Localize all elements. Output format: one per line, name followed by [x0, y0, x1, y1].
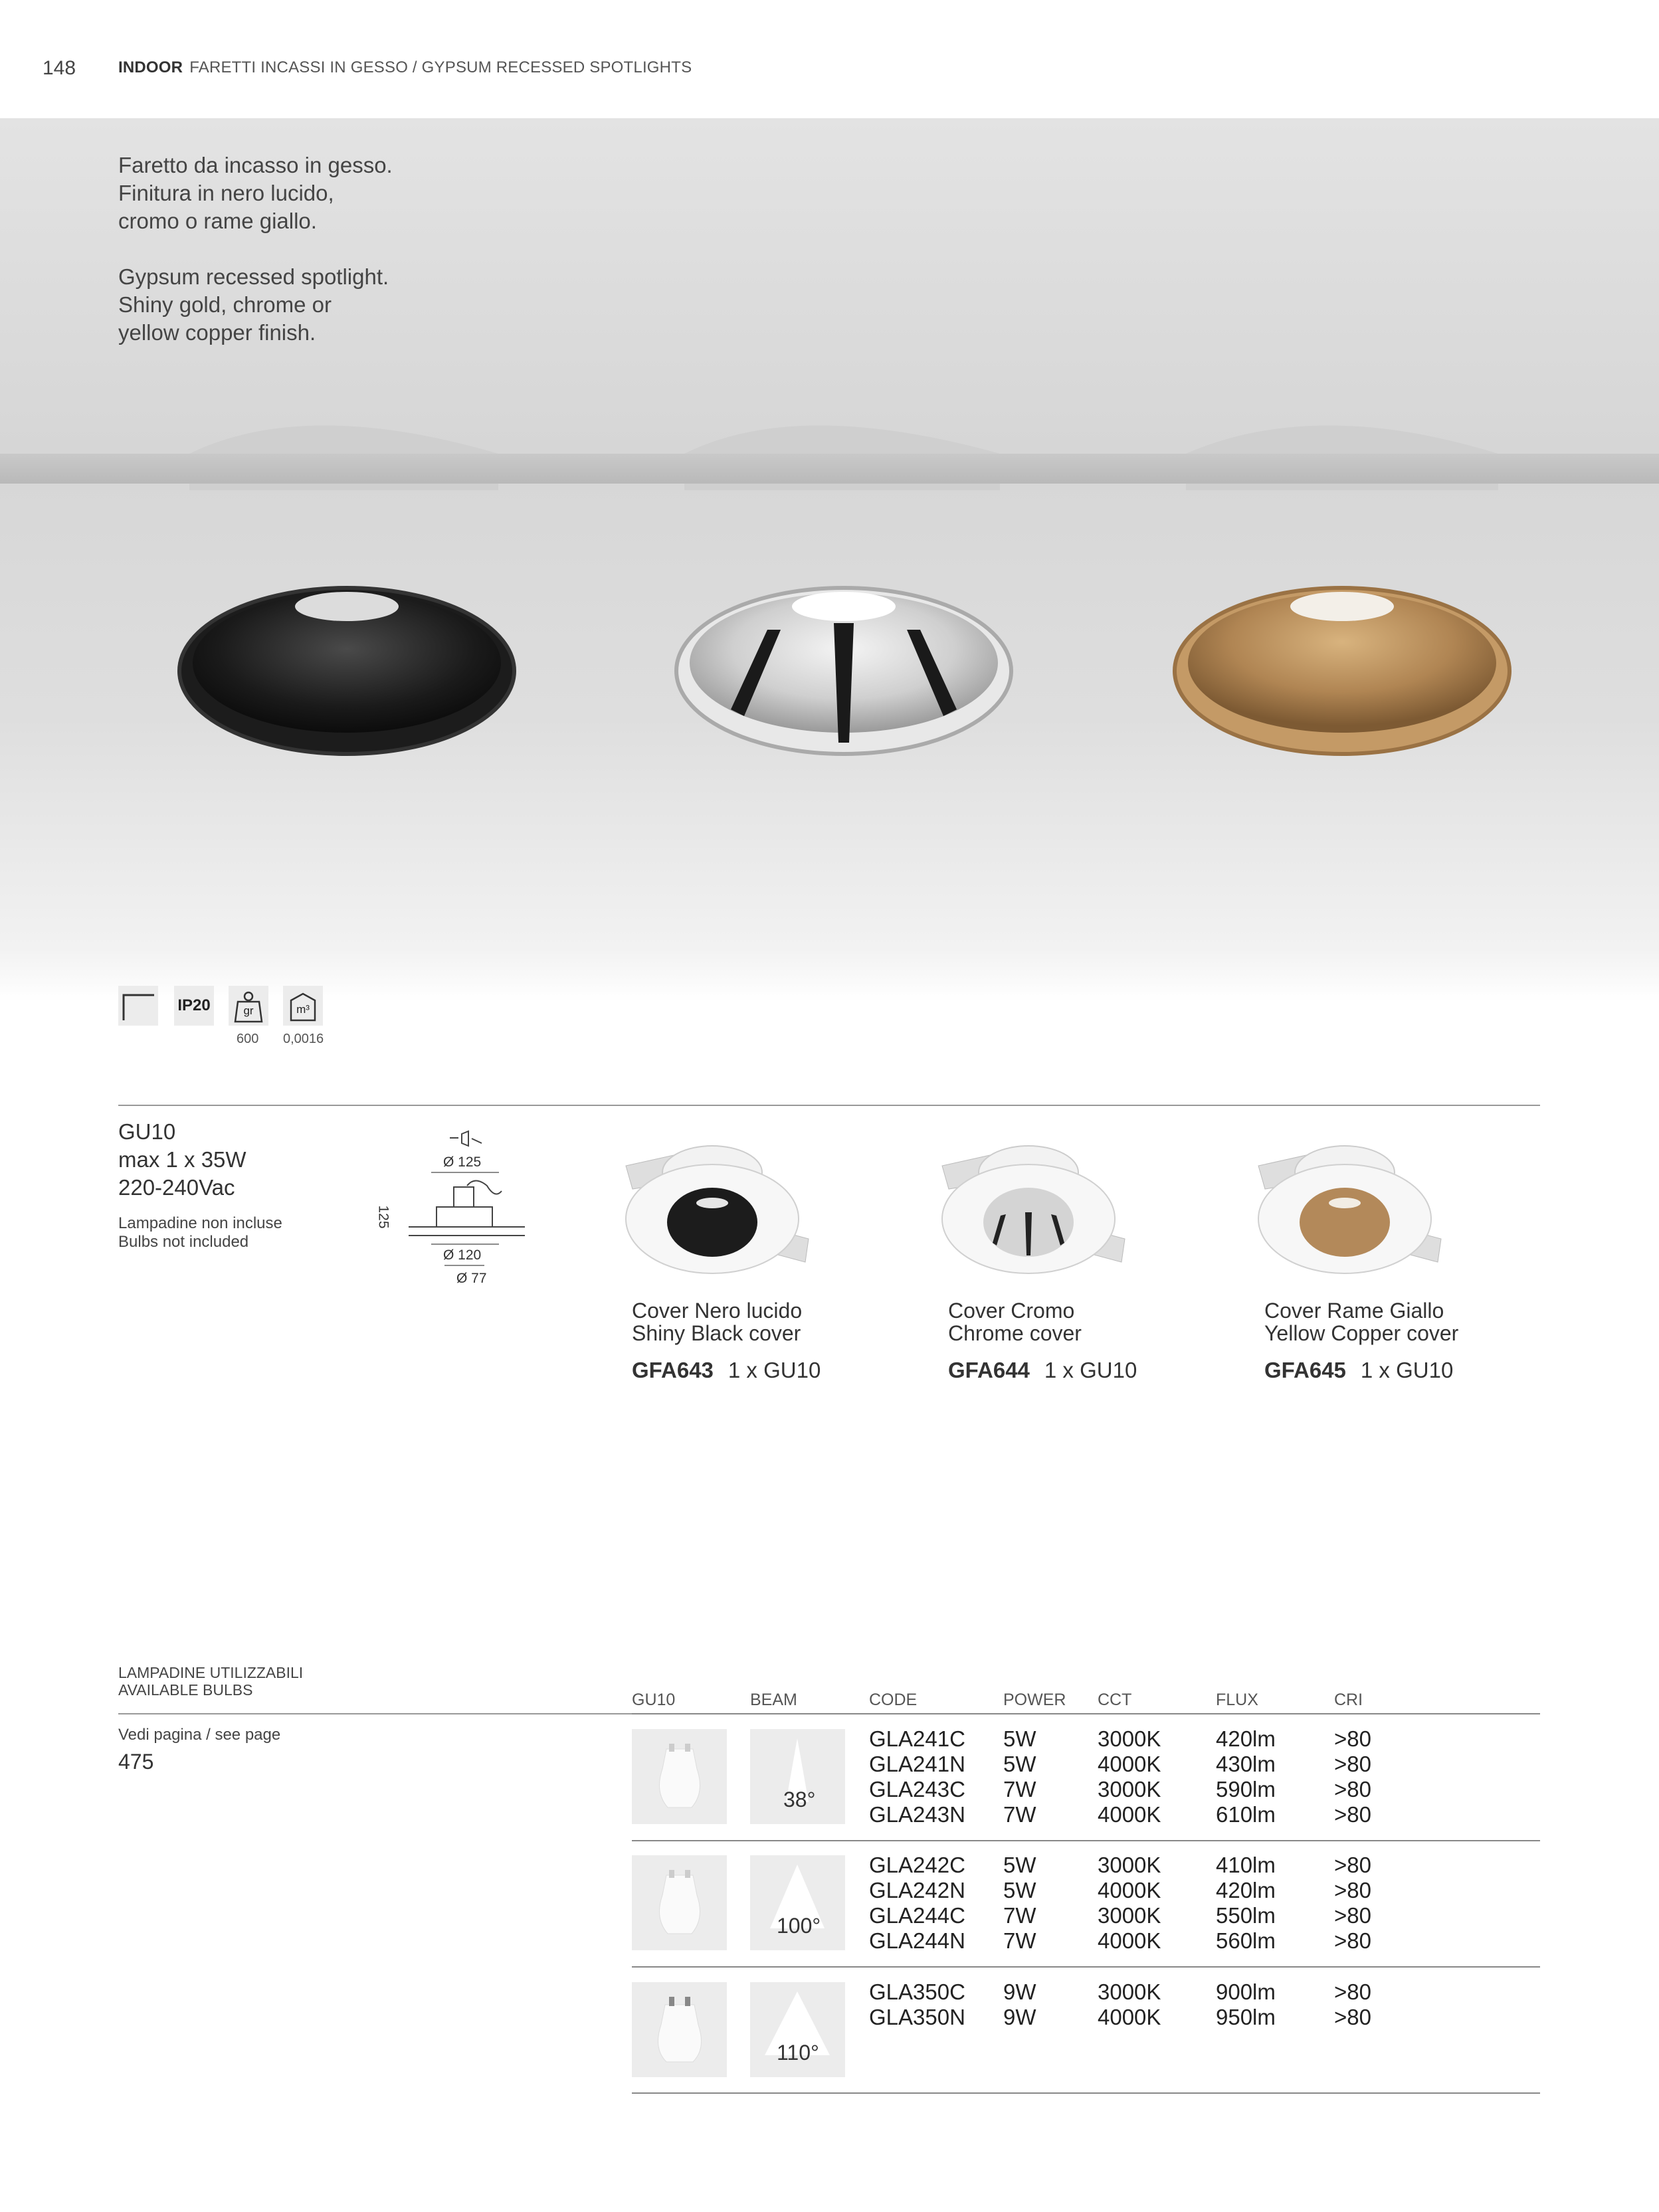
- bulb-cri: >80: [1334, 1853, 1371, 1877]
- variant-name-en: Chrome cover: [948, 1321, 1082, 1345]
- variant-lamp: 1 x GU10: [1044, 1358, 1137, 1382]
- bulb-cct: 3000K: [1098, 1777, 1161, 1801]
- variant-photo-chrome: [922, 1126, 1135, 1285]
- bulb-flux: 590lm: [1216, 1777, 1276, 1801]
- recessed-mount-icon: [118, 986, 158, 1026]
- variant-code: GFA643: [632, 1358, 714, 1382]
- variant-name-en: Shiny Black cover: [632, 1321, 801, 1345]
- bulb-power: 7W: [1003, 1802, 1036, 1827]
- bulb-code: GLA244N: [869, 1928, 965, 1953]
- cri-column: [1334, 1726, 1371, 1827]
- group-divider: [632, 1966, 1540, 1968]
- spec-socket: GU10: [118, 1119, 176, 1144]
- bulb-cct: 3000K: [1098, 1726, 1161, 1751]
- variant-code: GFA644: [948, 1358, 1030, 1382]
- volume-icon-label: m³: [296, 1003, 310, 1016]
- bulb-cri: >80: [1334, 2005, 1371, 2029]
- bulb-code: GLA243C: [869, 1777, 965, 1801]
- bulb-cct: 4000K: [1098, 1802, 1161, 1827]
- bulb-cct: 3000K: [1098, 1980, 1161, 2004]
- flux-column: [1216, 1726, 1276, 1827]
- bulb-code: GLA242N: [869, 1878, 965, 1902]
- cct-column: [1098, 1726, 1161, 1827]
- header-section: INDOOR: [118, 58, 183, 76]
- bulb-cct: 4000K: [1098, 2005, 1161, 2029]
- variant-name-it: Cover Nero lucido: [632, 1299, 803, 1323]
- intro-en-line: yellow copper finish.: [118, 320, 316, 345]
- bulb-note: [118, 1214, 282, 1251]
- dim-top: Ø 125: [443, 1154, 482, 1170]
- volume-icon: [283, 986, 323, 1026]
- col-header-power: POWER: [1003, 1691, 1066, 1709]
- intro-it-line: Faretto da incasso in gesso.: [118, 153, 393, 177]
- bulb-power: 5W: [1003, 1752, 1036, 1776]
- bulb-code: GLA241N: [869, 1752, 965, 1776]
- bulb-cct: 3000K: [1098, 1903, 1161, 1928]
- cri-column: [1334, 1980, 1371, 2030]
- variant-chrome: [948, 1299, 1137, 1383]
- intro-it-line: Finitura in nero lucido,: [118, 181, 334, 205]
- bulb-thumbnail: [632, 1982, 727, 2077]
- col-header-cct: CCT: [1098, 1691, 1132, 1709]
- bulb-cct: 3000K: [1098, 1853, 1161, 1877]
- bulb-cct: 4000K: [1098, 1878, 1161, 1902]
- flux-column: [1216, 1980, 1276, 2030]
- bulb-flux: 560lm: [1216, 1928, 1276, 1953]
- bulb-thumbnail: [632, 1729, 727, 1824]
- col-header-beam: BEAM: [750, 1691, 797, 1709]
- bulb-power: 9W: [1003, 2005, 1036, 2029]
- variant-code: GFA645: [1264, 1358, 1346, 1382]
- volume-value: 0,0016: [283, 1032, 324, 1046]
- dim-inner: Ø 77: [456, 1271, 487, 1286]
- bulb-note-en: Bulbs not included: [118, 1233, 249, 1251]
- table-bottom-rule: [632, 2092, 1540, 2094]
- beam-angle-label: 110°: [777, 2041, 819, 2065]
- code-column: [869, 1980, 965, 2030]
- variant-name-it: Cover Rame Giallo: [1264, 1299, 1444, 1323]
- col-header-code: CODE: [869, 1691, 918, 1709]
- bulb-power: 7W: [1003, 1777, 1036, 1801]
- bulb-power: 7W: [1003, 1903, 1036, 1928]
- intro-english: [118, 263, 389, 347]
- variant-copper: [1264, 1299, 1458, 1383]
- variant-photo-copper: [1238, 1126, 1451, 1285]
- cct-column: [1098, 1980, 1161, 2030]
- group-divider: [632, 1840, 1540, 1841]
- bulbs-title-it: LAMPADINE UTILIZZABILI: [118, 1664, 304, 1681]
- cri-column: [1334, 1853, 1371, 1954]
- page-number: 148: [43, 57, 76, 79]
- bulb-cri: >80: [1334, 1903, 1371, 1928]
- ip-rating-icon: IP20: [174, 986, 214, 1026]
- bulb-flux: 420lm: [1216, 1878, 1276, 1902]
- section-divider: [118, 1105, 1540, 1106]
- bulb-power: 5W: [1003, 1726, 1036, 1751]
- weight-icon: [229, 986, 268, 1026]
- electrical-specs: [118, 1118, 246, 1202]
- bulb-flux: 430lm: [1216, 1752, 1276, 1776]
- bulb-flux: 550lm: [1216, 1903, 1276, 1928]
- intro-en-line: Gypsum recessed spotlight.: [118, 264, 389, 289]
- bulb-flux: 410lm: [1216, 1853, 1276, 1877]
- beam-angle-icon: [750, 1729, 845, 1824]
- col-header-cri: CRI: [1334, 1691, 1363, 1709]
- beam-angle-icon: [750, 1855, 845, 1950]
- bulb-power: 9W: [1003, 1980, 1036, 2004]
- bulb-cct: 4000K: [1098, 1752, 1161, 1776]
- bulb-flux: 900lm: [1216, 1980, 1276, 2004]
- code-column: [869, 1853, 965, 1954]
- header-title: FARETTI INCASSI IN GESSO / GYPSUM RECESSED SPOTLIGHTS: [189, 58, 692, 76]
- dim-outer: Ø 120: [443, 1247, 482, 1263]
- see-page-label: Vedi pagina / see page: [118, 1726, 281, 1744]
- technical-drawing: [375, 1126, 548, 1295]
- bulb-cri: >80: [1334, 1878, 1371, 1902]
- flux-column: [1216, 1853, 1276, 1954]
- intro-en-line: Shiny gold, chrome or: [118, 292, 332, 317]
- bulb-power: 5W: [1003, 1878, 1036, 1902]
- bulb-cri: >80: [1334, 1802, 1371, 1827]
- dim-height: 125: [375, 1205, 391, 1229]
- bulb-code: GLA242C: [869, 1853, 965, 1877]
- bulb-code: GLA350N: [869, 2005, 965, 2029]
- bulb-code: GLA241C: [869, 1726, 965, 1751]
- weight-icon-label: gr: [243, 1004, 254, 1017]
- bulb-cct: 4000K: [1098, 1928, 1161, 1953]
- spec-voltage: 220-240Vac: [118, 1175, 235, 1200]
- beam-angle-icon: [750, 1982, 845, 2077]
- bulb-code: GLA350C: [869, 1980, 965, 2004]
- variant-name-en: Yellow Copper cover: [1264, 1321, 1459, 1345]
- cct-column: [1098, 1853, 1161, 1954]
- power-column: [1003, 1726, 1036, 1827]
- bulb-power: 5W: [1003, 1853, 1036, 1877]
- bulb-cri: >80: [1334, 1752, 1371, 1776]
- beam-angle-label: 100°: [777, 1914, 821, 1938]
- power-column: [1003, 1980, 1036, 2030]
- bulb-power: 7W: [1003, 1928, 1036, 1953]
- weight-value: 600: [237, 1032, 259, 1046]
- beam-angle-label: 38°: [783, 1788, 816, 1811]
- bulb-flux: 950lm: [1216, 2005, 1276, 2029]
- table-header-rule: [632, 1713, 1540, 1714]
- bulb-cri: >80: [1334, 1928, 1371, 1953]
- intro-italian: [118, 151, 393, 235]
- variant-black: [632, 1299, 821, 1383]
- bulb-cri: >80: [1334, 1777, 1371, 1801]
- intro-it-line: cromo o rame giallo.: [118, 209, 317, 233]
- see-page-number: 475: [118, 1750, 154, 1774]
- page-header: [118, 58, 692, 77]
- bulbs-title: [118, 1664, 303, 1699]
- variant-photo-black: [606, 1126, 819, 1285]
- bulb-cri: >80: [1334, 1980, 1371, 2004]
- bulb-code: GLA244C: [869, 1903, 965, 1928]
- col-header-gu10: GU10: [632, 1691, 676, 1709]
- variant-lamp: 1 x GU10: [728, 1358, 821, 1382]
- hero-product-photo: [0, 118, 1659, 1002]
- bulb-note-it: Lampadine non incluse: [118, 1214, 282, 1232]
- variant-name-it: Cover Cromo: [948, 1299, 1075, 1323]
- bulbs-title-en: AVAILABLE BULBS: [118, 1681, 253, 1699]
- spec-power: max 1 x 35W: [118, 1147, 246, 1172]
- code-column: [869, 1726, 965, 1827]
- bulb-flux: 610lm: [1216, 1802, 1276, 1827]
- col-header-flux: FLUX: [1216, 1691, 1258, 1709]
- bulb-thumbnail: [632, 1855, 727, 1950]
- bulb-code: GLA243N: [869, 1802, 965, 1827]
- variant-lamp: 1 x GU10: [1360, 1358, 1454, 1382]
- bulb-cri: >80: [1334, 1726, 1371, 1751]
- power-column: [1003, 1853, 1036, 1954]
- bulb-flux: 420lm: [1216, 1726, 1276, 1751]
